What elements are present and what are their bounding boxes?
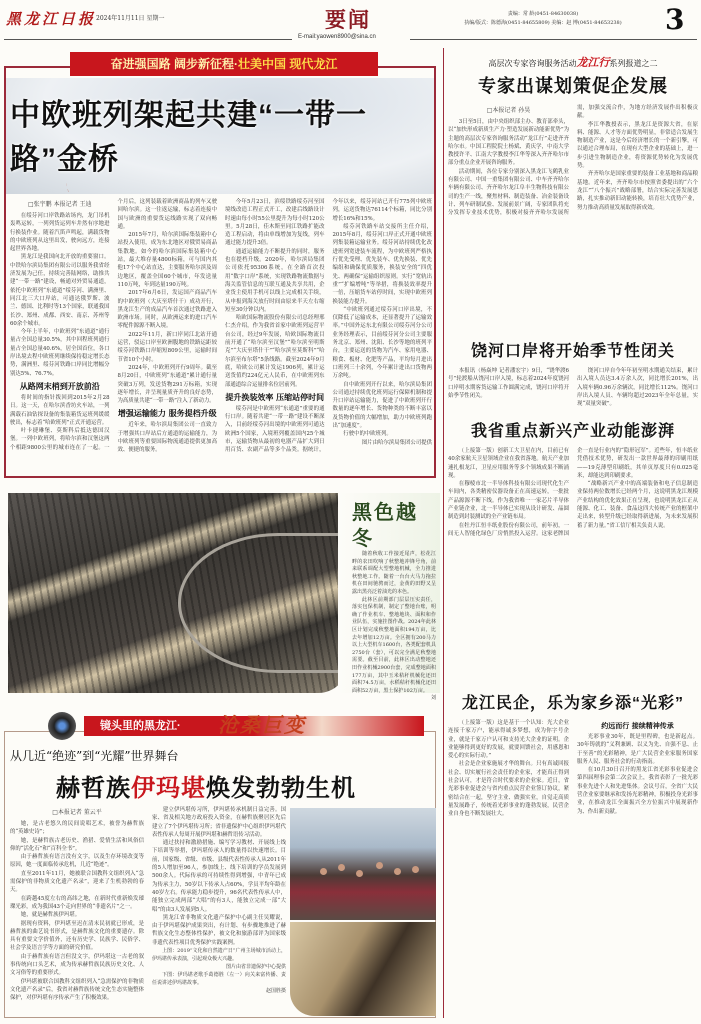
header-rule-left: [4, 39, 292, 40]
paragraph: 黑龙江是我国向北开放的重要窗口。中铁哈尔滨局集团有限公司以服务我省经济发展为己任，持续完善陆网络，助推共建“一带一路”建设，畅通对外贸易通道，依托中欧班列“东通道”绥芬河、满洲里、同江北三大口岸站，可通达俄罗斯、波兰、德国、比利时等13个国家，联通我国长沙、郑州、成都、西安、南京、苏州等60余个城市。: [10, 254, 110, 327]
feature-byline: □本报记者 董云平: [52, 809, 102, 816]
paragraph: 本报讯（杨焱坤 记者潘宏宇）9日，“饶华渡6号”轮渡船从饶河口岸入境，标志着2024年度饶河口岸明水期客货运输工作圆满完成，饶河口岸将开始季节性闭关。: [448, 368, 569, 399]
paragraph: 2022年11月，新口岸同江北站开通运营，驳运口岸至欧洲腹地的铁路运距较绥芬河铁路口岸缩短809公里，运输时间节省10个小时。: [117, 331, 217, 363]
paragraph: 黑龙江省非物质文化遗产保护中心副主任吴耀说，由于伊玛堪保护成果突出，有计划、有步骤地推进了赫哲族文化生态整体性保护，被文化和旅游部评为国家级非遗代表性项目优秀保护实践案例。: [152, 914, 286, 946]
elder-singer-photo: [290, 922, 436, 1016]
paragraph: 建立伊玛堪传习所，伊玛堪传承机制日益完善。国家、省及相关地方政府投入资金，在赫哲族聚居区先后建立了7个伊玛堪传习所；省非遗保护中心组织伊玛堪代表性传承人每周开展伊玛堪和赫哲语传习活动。: [152, 807, 286, 838]
paragraph: 此林区前期部门层层压实责任，落实包保机制，制定了整地台账，明确了作业机车、整地地块、面积和作业队伍，实施挂图作战。2024年此林区计划完成秋整地面积194万亩，比去年增加12万亩。全区拥有200马力以上大型机车1600台，各类配套机具2750台（套），可以完全满足秋整地需要。截至目前，此林区出动整地还田作业机械2900台套，完成整地面积177万亩，其中玉米秸秆机械化还田面积74.5万亩，水稻秸秆机械化还田面积52万亩，黑土保护102万亩。: [352, 596, 436, 694]
lead-article-body: [10, 198, 432, 474]
paragraph: “战略新兴产业中的高端装备和电子信息制造业保持两位数增长已经两个月，这说明黑龙江规模产业结构的优化效果正在呈现，也说明黑龙江正从能源、化工、装备、食品这四大传统产业的框架中走出来，转型升级已经取得新进展，为未来发展积蓄了新力量。”省工信厅相关负责人说。: [577, 481, 698, 529]
page-number: 3: [665, 3, 685, 36]
campaign-banner: [70, 52, 378, 76]
paragraph: 在10月30日召开的黑龙江省光彩事业促进会第四届理事会第二次会议上，我省表彰了一批光彩事业先进个人和先进集体。会议号召，全省广大民营企业家要继承和发扬光彩精神，积极投身光彩事业，在推动龙江全面振兴全方位振兴中展现新作为、作出新贡献。: [577, 767, 698, 815]
lead-photo-caption: 行驶中的中欧班列。: [343, 431, 392, 438]
paragraph: 她，就是赫哲族伊玛堪。: [20, 912, 81, 919]
right-story-3: [448, 418, 698, 697]
column-divider: [443, 48, 444, 1018]
headline-part-a: 赫哲族: [56, 775, 131, 802]
paragraph: 直至2011年11月，她被联合国教科文组织列入“急需保护的非物质文化遗产名录”，迎来了生机勃勃的春天。: [10, 870, 144, 894]
story1-body: [448, 104, 698, 334]
paragraph: 她，是赫哲族古老历史、渔猎、爱情生活和风俗信仰的“活化石”和“百科全书”。: [10, 837, 144, 852]
winter-title: 黑色越冬: [352, 500, 418, 550]
story4-subhead: 约远而行 接续精神传承: [601, 721, 674, 730]
story1-byline: □本报记者 孙昊: [486, 107, 531, 114]
lead-subhead-2: 增强运输能力 服务提档升级: [117, 408, 217, 419]
winter-credit: 刘: [430, 695, 436, 702]
paragraph: 哈欧国际物流股份有限公司总经理邢仁杰介绍，作为我省首家中欧班列运营平台公司，经过9年发展，哈欧国际物流目前开通了“哈尔滨至汉堡”“哈尔滨至明斯克”“大庆至塔什干”“哈尔滨至莫斯科”“哈尔滨至布尔塔”5条线路。截至2024年9月底，哈欧公司累计发运1906列，累计运送货值约224亿元人民币，在中欧班列东部通道综合运量排名位居前列。: [225, 315, 325, 388]
headline-part-b: 焕发勃勃生机: [206, 775, 356, 802]
story2-body: [448, 367, 698, 417]
story2-headline: 饶河口岸将开始季节性闭关: [470, 343, 675, 360]
editors-line-1: 责编：常 龄(0451-84630038): [507, 11, 579, 17]
paragraph: 绥芬河铁路车站交接所主任介绍，2015年8月，绥芬河口岸正式开通中欧班列集装箱运输业务。绥芬河站持续优化改进班列宽进装车流程，为中欧班列严格执行优先受理、优先装车、优先换装、优先编组和确保优质服务，换装安全的“四优先、两确保”运输组织原则。实行“宽轨出重”“扩编增吨”等举措，将换装效率提升一倍，压缩货车站停时间，实现中欧班列换装能力提升。: [332, 223, 432, 305]
caption-bottom: 下图：伊玛堪老歌手葛德胜（左一）向关来富传播、责任说讲述伊玛堪故事。: [152, 972, 286, 987]
feature-article-body: [10, 806, 286, 1014]
story4-body: [448, 719, 698, 1024]
paragraph: “中欧班列通过绥芬河口岸出境，不仅降低了运输成本，还显著提升了运输效率。”中国外运东北有限公司绥芬河分公司业务经理表示，目前绥芬河分公司主要服务北京、郑州、沈阳、长沙等地的班列平台，主要运送的货物为汽车、家用电器、粮食、板材、化肥等产品，平均每月进出口班列三十余列，今年累计进出口货物两万余吨。: [332, 306, 432, 380]
lead-subhead-3: 提升换装效率 压缩站停时间: [225, 391, 325, 402]
paragraph: 由于赫哲族有语言没有文字，以及生存环境改变等原因，她一度面临传承危机，几近“绝迹”。: [10, 854, 144, 869]
paragraph: 2015年7月，哈尔滨国际集装箱中心站投入使用，成为东北地区对俄贸易商品集散地。如今的哈尔滨国际集装箱中心站，最大堆存量4800标箱，可与国内其他17个中心站直达，主要服务哈尔滨及周边地区，覆盖全国60个城市，年发送量110万吨，年到达量190万吨。: [117, 232, 217, 288]
paragraph: 将时间的指针拨回到2015年2月28日。这一天，在哈尔滨香坊火车站，一列满载石油钻探设备的集装箱货运班列缓缓驶出，标志着“哈欧班列”正式开通运营。: [10, 394, 110, 426]
banner-text-b: 壮美中国 现代龙江: [238, 57, 338, 71]
paragraph: 她，是古老悠久的民间说唱艺术，被誉为赫哲族的“英雄史诗”；: [10, 821, 144, 836]
paragraph: 伊玛堪被联合国教科文组织列入“急需保护的非物质文化遗产名录”后，我省对赫哲族传统文化生态实施整体保护，对伊玛堪有序传承产生了积极效果。: [10, 978, 144, 1002]
headline-part-red: 伊玛堪: [131, 775, 206, 802]
paragraph: 在穆棱市北一半导体科技有限公司现代化生产车间内，各类精密仪器设备正在高速运转，一批批产品源源不断下线。作为我省唯一一家芯片半导体产业链企业，北一半导体已实现从设计研发、晶圆制造到封装测试的全产业链布局。: [448, 481, 569, 521]
credit-bottom: 赵国胜摄: [265, 988, 286, 995]
farmland-photo: [8, 493, 348, 693]
header-rule-right: [410, 39, 697, 40]
feature-banner-b: 沧桑巨变: [218, 713, 306, 737]
lead-paragraphs: [10, 212, 110, 378]
credit-top: 图片由省非遗保护中心提供: [225, 964, 286, 971]
paragraph: 2024年，中欧班列开行9周年。截至8月20日，中欧班列“东通道”累计通行量突破3万列，发送货物291万标箱，实现逐年增长，并呈现量质齐升的良好态势，为高质量共建“一带一路”注入了新动力。: [117, 364, 217, 405]
lead-subhead-1: 从路网末梢到开放前沿: [19, 380, 100, 391]
story1-kicker: [448, 54, 698, 70]
lead-byline: □张宇鹏 本报记者 王迪: [28, 201, 92, 208]
paragraph: 据现有资料，伊玛堪至迟在清末民初就已形成，是赫哲族的曲艺说书形式，是赫哲族文化的重要遗存。除具有重要文学价值外，还有历史学、民族学、民俗学、社会学及语言学等方面的研究价值。: [10, 920, 144, 952]
newspaper-logo: 黑龙江日报: [6, 10, 97, 28]
paragraph: 饶河口岸自今年年初至明水期通关结束，累计出入境人员达3.4万余人次，同比增长201%，出入境车辆0.96万余辆次，同比增长112%。饶河口岸出入境人员、车辆均超过2023年全年总量，实现“双量突破”。: [577, 368, 698, 408]
winter-paragraphs: [352, 551, 436, 695]
feature-banner-a: 镜头里的黑龙江·: [100, 720, 181, 732]
paragraph: 今年上半年，中欧班列“东通道”通行量占全国总量30.5%，其中回程班列通行量占全国总量40.6%，居全国首位，各口岸出境去程中欧班列继续保持稳定增长态势，满洲里、绥芬河铁路口岸同比增幅分别达5%、76.7%。: [10, 329, 110, 377]
paragraph: 在绥芬河口岸铁路站场内，龙门吊机轰鸣运转，一列列货运列车井然有序地进行换装作业。随着汽笛声鸣起，满载货物的中欧班列从这里出发，驶向远方，连接起世界各地。: [10, 213, 110, 253]
right-story-2: [448, 338, 698, 417]
kicker-text-a: 高层次专家咨询服务活动: [488, 59, 577, 68]
paragraph: 今年5月23日，滨绥铁路绥芬河至国境线改造工程正式开工，改建后线路设计时速由每小时55公里提升为每小时120公里。5月28日，佳木斯至同江铁路扩能改造工程启动，将由单线增加为复线，列车通过能力提升3倍。: [225, 199, 325, 247]
paragraph: 近年来，哈尔滨局集团公司一直致力于增强其口岸站后方通道的运输能力，为中欧班列等重要国际物流通道提供更加高效、便捷的服务。: [117, 422, 217, 454]
right-story-1: [448, 54, 698, 334]
right-story-4: [448, 690, 698, 1024]
paragraph: 在跨越45度左右的高纬之地，在新时代重新焕发璀璨光彩，成为我国43个走向世界的“非遗名片”之一。: [10, 895, 144, 910]
paragraph: 通道运输能力不断提升的同时，服务也在提档升级。2020年，哈尔滨局集团公司依托95306系统，在全路首次投用“数字口岸”系统，实现铁路物流数据与海关监管信息的互联互通及共享共用，企业货主使用手机可以线上完成相关手续，从申报到海关放行时间由原来半天左右缩短至30分钟以内。: [225, 248, 325, 313]
story3-body: [448, 447, 698, 697]
paragraph: 由于赫哲族有语言但没文字，伊玛堪这一古老的叙事传统向口头艺术，成为传承赫哲族民族历史文化、人文习俗等的重要形式。: [10, 953, 144, 977]
paragraph: 李江华教授表示，黑龙江是资源大省，在原料、能源、人才等方面优势明显，非常适合发展生物制造产业，这是今后经济增长的一个新引擎，可以通过合理布局，在现有大型企业的基础上，进一步引进生物制造企业，将资源优势转化为发展优势。: [577, 121, 698, 170]
caption-top: 上图：2019“文化和自然遗产日”广州主场城市活动上，伊玛堪传承表演，引起观众极大兴趣。: [152, 948, 286, 963]
section-title: 要闻: [325, 7, 371, 32]
paragraph: （上接第一版）创新工大卫星在内，目前已有40余家航天卫星领域企业在我省落地。航天产业加速扎根龙江，卫星应用服务等多个领域成果不断涌现。: [448, 448, 569, 479]
paragraph: 绥芬河是中欧班列“东通道”重要的通行口岸。随着共建“一带一路”建设不断深入，目前经绥芬河出境的中欧班列可通达欧洲5个国家，入境班列覆盖国内25个城市，运输货物从最初的电器产品扩大到日用百货、农副产品等多个品类。据统计，今年以来，绥芬河站已开行775列中欧班列，运送货物达76114个标箱，同比分别增长16%和15%。: [225, 199, 432, 454]
kicker-brand: 龙江行: [576, 56, 610, 69]
paragraph: 在牡丹江恒丰纸业股份有限公司，前年初，一间无人智能化绿色厂房悄然投入运营。这家老牌国企一直是行业内的“隐形冠军”。近些年，恒丰纸业凭借技术优势，研发出一款世界最薄的印刷用纸——19克薄型印刷纸，其单页厚度只有0.025毫米，却能达到印刷要求。: [448, 448, 698, 537]
section-email: E-mail:yaowen8900@sina.cn: [298, 34, 376, 40]
paragraph: 社会是企业家施展才华的舞台。只有真诚回报社会、切实履行社会责任的企业家，才能真正得到社会认可，才是符合时代要求的企业家。近日，省光彩事业促进会与省内重点民营企业签订协议，紧密结合在一起，坚守主业、做强实业，自觉走高质量发展路子，传统着光彩事业的蓬勃发展，民营企业自身也不断发展壮大。: [448, 761, 569, 818]
paragraph: 自中欧班列开行以来，哈尔滨局集团公司通过持续优化班列运行保障机制和提升口岸站运输能力，促进了中欧班列开行数量的逐年增长、货物种类的不断丰富以及货物价值的大幅增加，助力中欧班列跑出“加速度”。: [332, 381, 432, 430]
story3-headline: 我省重点新兴产业动能澎湃: [470, 423, 675, 440]
paragraph: 齐齐哈尔是国家重要的装备工业基地和商品粮基地。近年来，齐齐哈尔市按照省委提出的“六个龙江”“八个振兴”战略部署，结合实际完善发展思路，扎实推动新旧动能转换，培育壮大优势产业，努力推动高质量发展取得新成效。: [577, 171, 698, 211]
story1-headline: 专家出谋划策促企发展: [478, 76, 668, 96]
story4-headline: 龙江民企，乐为家乡添“光彩”: [461, 695, 684, 712]
feature-headline: [56, 768, 356, 803]
paragraph: （上接第一版）这是基于一个认知：光大企业连接千家万户，能承得诚多梦想，成为你字号企业，就是千家万户认可和支持光大企业的证明。企业能够得到更好的发展，就要回馈社会，用感恩和爱心的实际行动。”: [448, 720, 569, 760]
winter-story: [338, 493, 440, 702]
lead-photo-credit: 图片由哈尔滨局集团公司提供: [361, 439, 432, 446]
paragraph: 2017年6月6日，发运国产商品汽车的中欧班列（大庆至塔什干）成功开行，黑龙江生产的成品汽车首次通过铁路进入欧洲市场。同时，从欧洲运来的进口汽车零配件源源不断入境。: [117, 290, 217, 330]
performance-photo: [290, 808, 436, 920]
kicker-text-b: 系列报道之二: [609, 59, 658, 68]
lead-headline: 中欧班列架起共建“一带一路”金桥: [10, 99, 367, 176]
story1-paragraphs: [448, 104, 698, 218]
paragraph: 光彩事业30年，既是里程碑，也是新起点。30年铸就的“义利兼顾、以义为先、自强不息、止于至善”的光彩精神，是广大民营企业家服务国家服务人民、服务社会的行动指南。: [577, 734, 698, 765]
banner-text-a: 奋进强国路 阔步新征程·: [110, 57, 238, 71]
paragraph: 活动期间，各位专家分别深入黑龙江飞鹤乳业有限公司、中国一重集团有限公司、中车齐齐哈尔车辆有限公司、齐齐哈尔龙江阜丰生物科技有限公司的生产一线，聚焦材料、制造装备、冶金装备设计、列车研制试验、发展前景广阔，专家团队将充分发挥专业技术优势，积极对接齐齐哈尔发展所需，加强交流合作，为地方经济发展作出积极贡献。: [448, 105, 698, 217]
feature-kicker: 从几近“绝迹”到“光耀”世界舞台: [10, 749, 179, 763]
paragraph: 随着秋收工作接近尾声，松花江畔的农田吹响了秋整地冲锋号角，前来联系调配大型整地机械，全力推进秋整地工作。随着一台台大马力拖拉机在田间驰骋而过，金黄的田野又呈露出黑亮泛着油光的本色。: [352, 551, 436, 595]
paragraph: 叶卡捷琳堡、莫斯科后抵达德国汉堡。一列中欧班列，将哈尔滨和汉堡这两个相距9800公里的城市连在了一起。一个月后，这列装载着欧洲商品的列车又驶回哈尔滨。这一往返运输，标志着连接中国与欧洲的重要货运线路实现了双向畅通。: [10, 199, 217, 451]
paragraph: 通过扶持和激励措施、编写学习教材、开展线上线下培训等举措，伊玛堪传承人的数量得以快速增长。目前，国家级、省级、市级、县级代表性传承人从2011年的5人增加至96人，参加线上、线下培训的学员发展到500余人。代际传承的可持续性得到增强，中青年已成为传承主力，50岁以下传承人占60%，学员平均年龄在40岁左右。传承能力稳步提升，96名代表性传承人中，能独立完成两部“大唱”的有3人，能独立完成一部“大唱”的由3人发展到5人。: [152, 840, 286, 913]
paragraph: 3日至5日，由中央组织部主办、教育部牵头，以“加快形成新质生产力·塑造发展新动能新优势”为主题的高层次专家咨询服务活动“龙江行”走进齐齐哈尔市。中国工程院院士杨斌、黄庆学，中南大学教授许平、江南大学教授李江华等深入齐齐哈尔市部分重点企业开展咨询服务。: [448, 119, 569, 167]
camera-lens-icon: [48, 712, 76, 740]
editors-info: [448, 10, 638, 28]
issue-date: 2024年11月11日 星期一: [96, 15, 165, 22]
editors-line-2: 执编/版式：陈德海(0451-84655809) 美编：赵 博(0451-84653238): [464, 20, 622, 26]
